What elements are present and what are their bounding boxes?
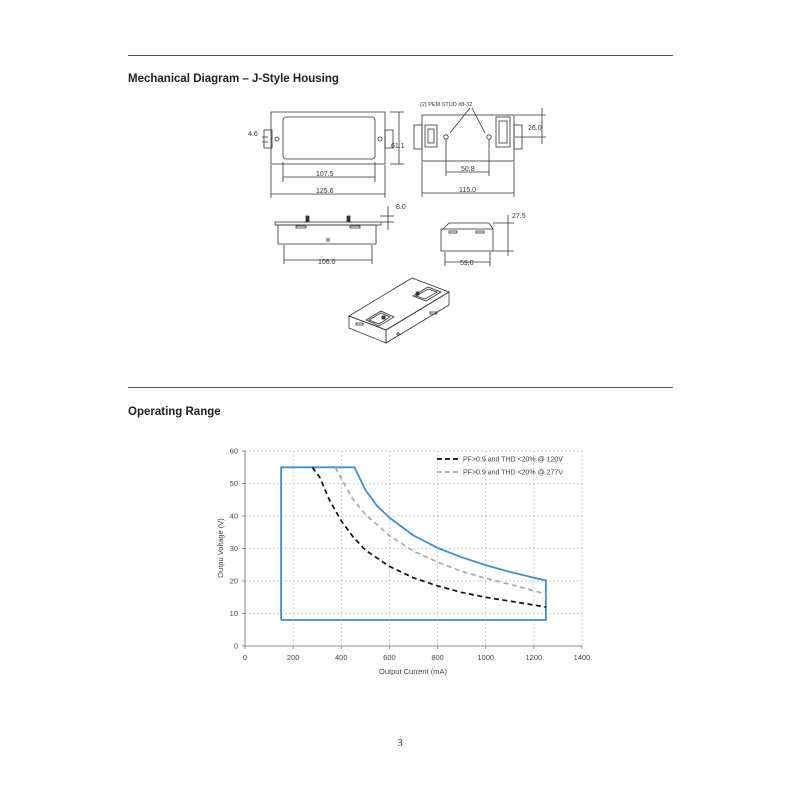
x-tick-label-2: 400: [335, 653, 348, 662]
dim-front-width: 107.5: [316, 171, 334, 178]
dim-side-length: 106.0: [318, 259, 336, 266]
x-axis-label: Output Current (mA): [379, 667, 447, 676]
chart-series: [281, 467, 546, 620]
mechanical-diagram-title: Mechanical Diagram – J-Style Housing: [128, 73, 339, 85]
operating-range-title: Operating Range: [128, 406, 221, 418]
dim-front-overall: 125.6: [316, 188, 334, 195]
legend-label-1: PF>0.9 and THD <20% @ 120V: [463, 456, 563, 464]
y-tick-label-3: 30: [229, 544, 238, 553]
y-tick-label-4: 40: [229, 511, 238, 521]
page-number: 3: [397, 737, 403, 749]
series-line-2: [335, 467, 546, 594]
x-tick-label-6: 1200: [525, 653, 543, 662]
x-tick-label-3: 600: [383, 653, 396, 662]
dim-stud-offset: 26.0: [528, 125, 542, 132]
dim-top-length: 115.0: [459, 187, 476, 194]
y-axis-label: Outpu Voltage (V): [216, 518, 225, 578]
legend-label-2: PF>0.9 and THD <20% @ 277V: [463, 469, 563, 477]
chart-axes: [230, 447, 591, 663]
series-line-0: [281, 467, 546, 620]
x-tick-label-0: 0: [242, 653, 248, 662]
chart-legend: [437, 457, 563, 477]
y-tick-label-6: 60: [229, 446, 238, 456]
x-tick-label-4: 800: [431, 653, 444, 662]
dim-hole-dia: 4.6: [248, 131, 258, 138]
x-tick-label-7: 1400: [573, 653, 591, 662]
x-tick-label-5: 1000: [477, 653, 495, 662]
dim-end-width: 59.0: [460, 260, 474, 267]
series-line-1: [312, 467, 546, 607]
dim-end-height: 27.5: [512, 213, 526, 220]
y-tick-label-2: 20: [229, 576, 238, 586]
dim-stud-height: 8.0: [396, 204, 406, 211]
chart-grid: [245, 451, 582, 646]
y-tick-label-5: 50: [229, 479, 238, 488]
dim-stud-note: (2) PEM STUD #8-32: [420, 102, 473, 108]
dim-stud-spacing: 50.8: [461, 166, 475, 173]
dim-height: 61.1: [391, 143, 405, 150]
x-tick-label-1: 200: [286, 653, 300, 662]
y-tick-label-1: 10: [229, 609, 238, 618]
y-tick-label-0: 0: [233, 641, 238, 651]
